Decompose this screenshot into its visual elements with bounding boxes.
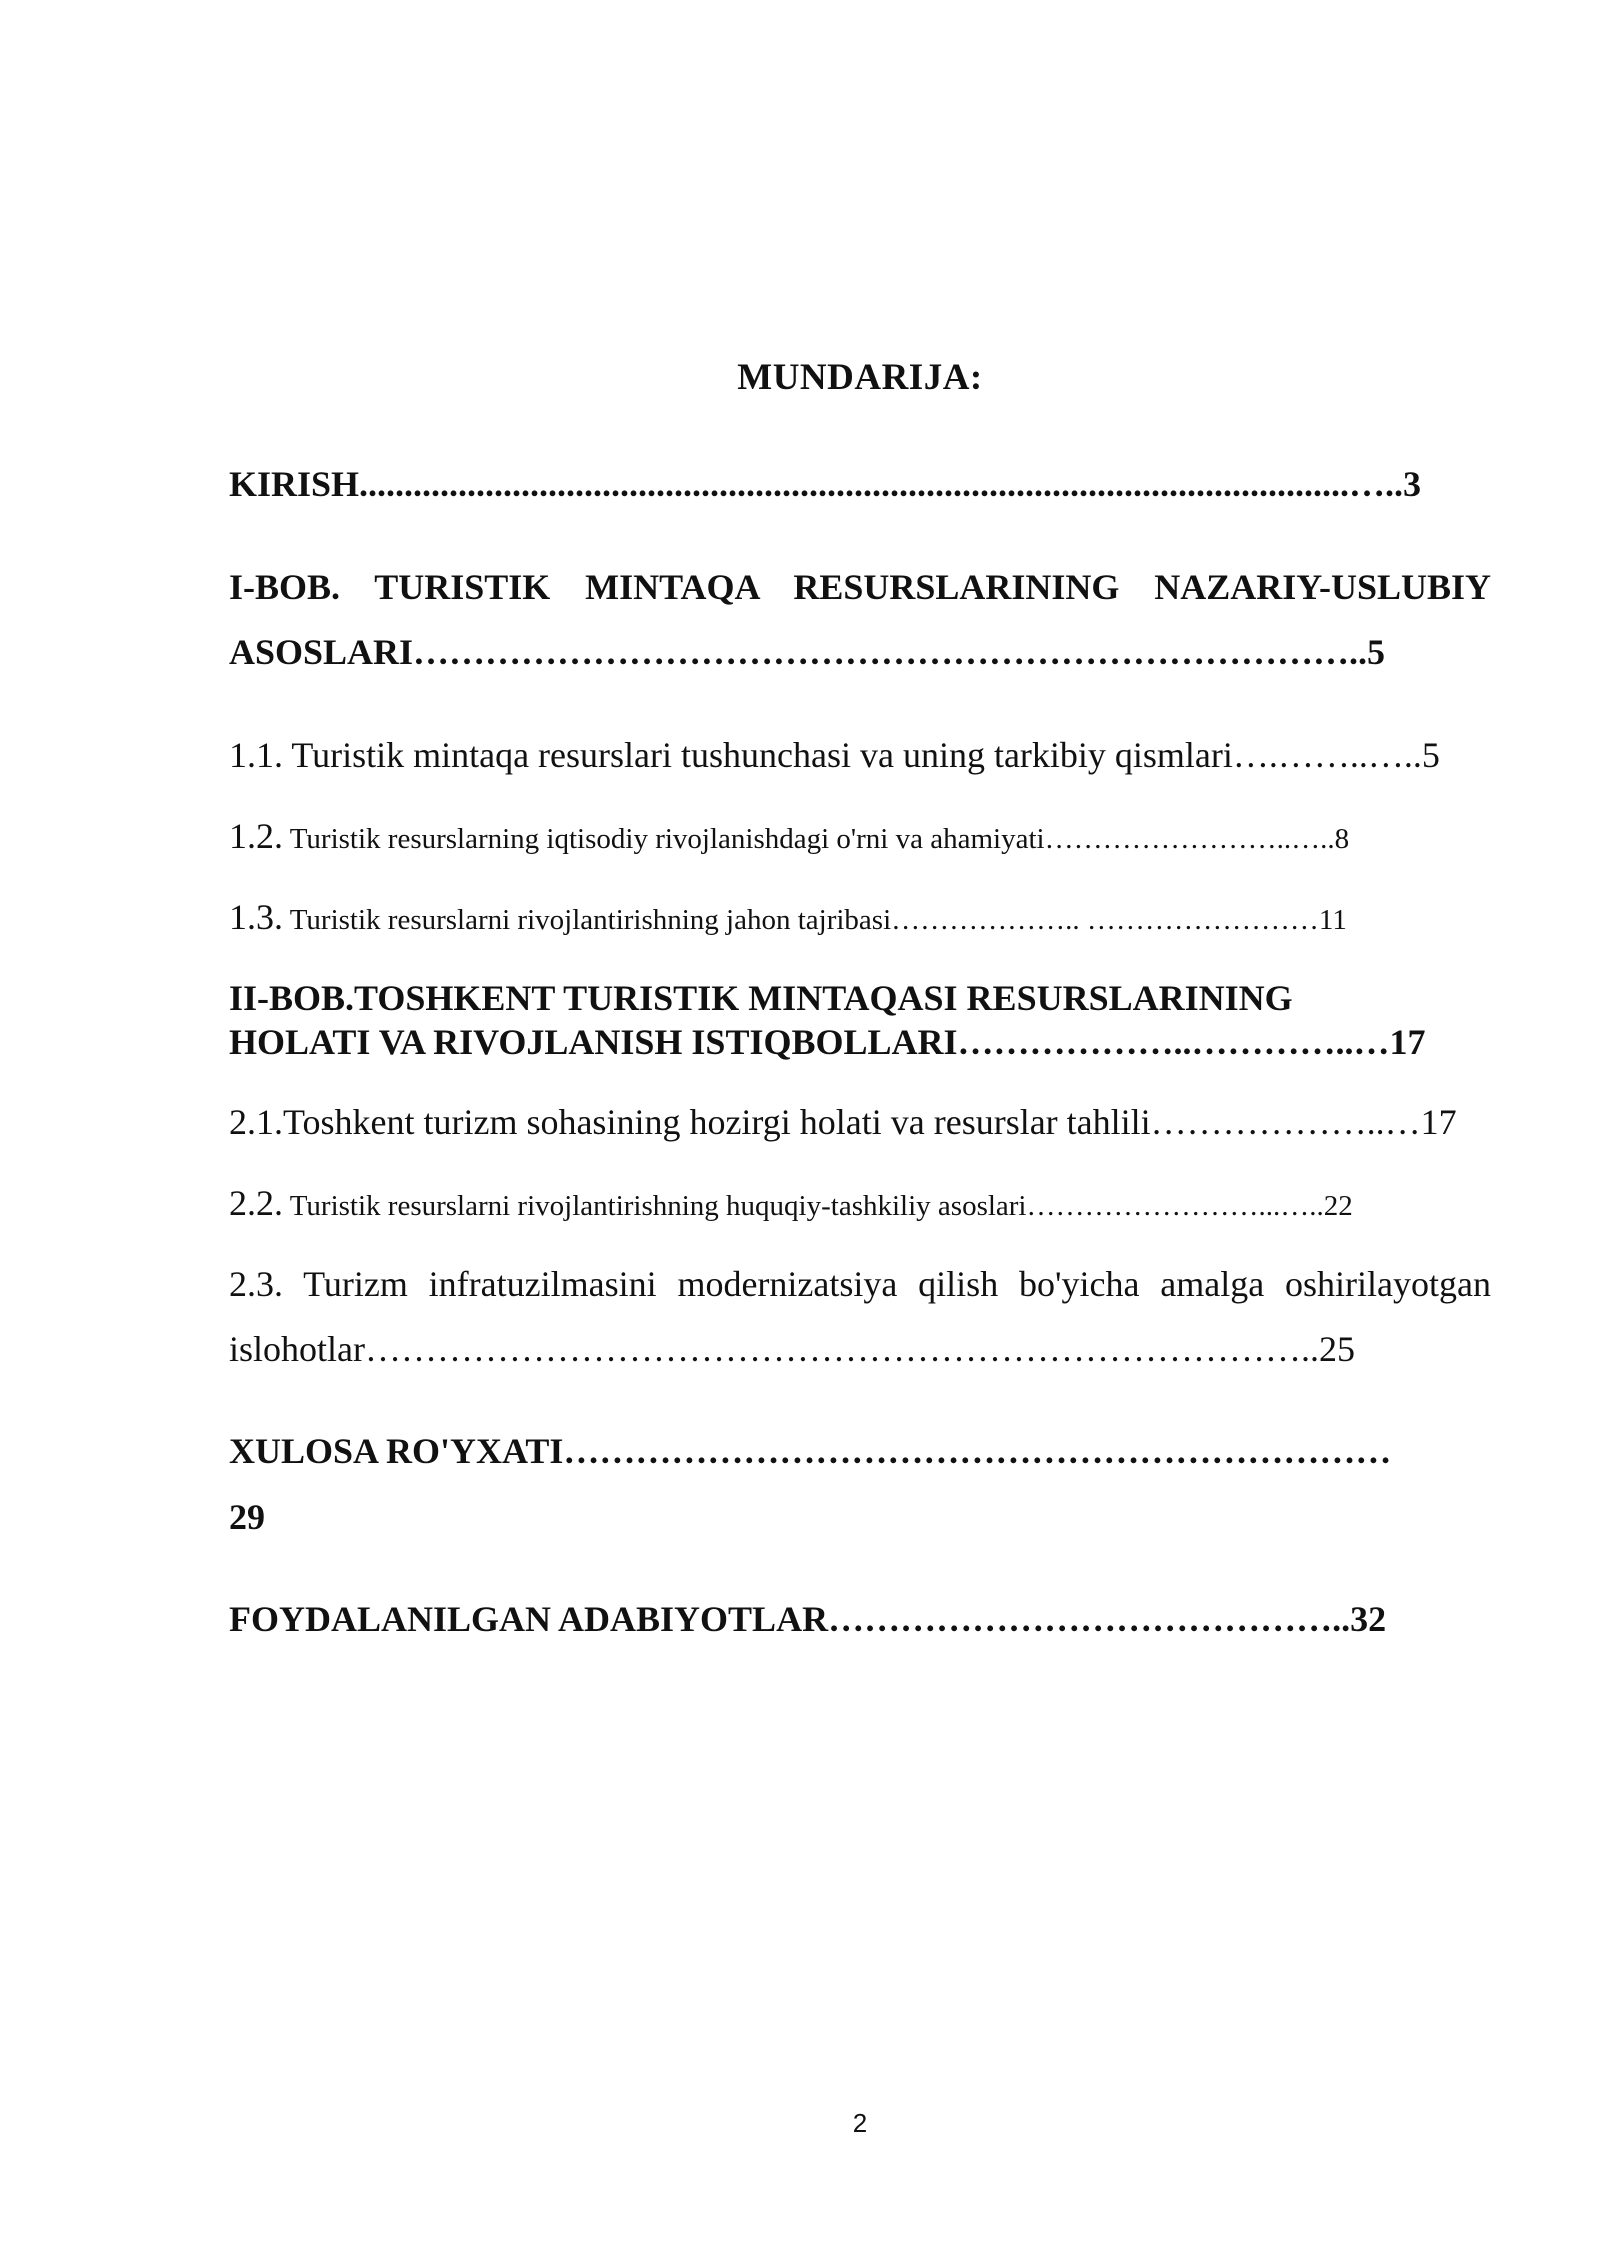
page-number: 2	[852, 2108, 868, 2138]
toc-entry-section-1-3	[229, 896, 1491, 938]
toc-entry-chapter2-line1: II-BOB.TOSHKENT TURISTIK MINTAQASI RESURSLARINING	[229, 978, 1293, 1018]
section-title: Turistik resurslarning iqtisodiy rivojlanishdagi o'rni va ahamiyati……………………..…..8	[283, 823, 1350, 855]
toc-entry-chapter1-line2: ASOSLARI……………………………………………………………………..5	[229, 632, 1386, 672]
toc-entry-section-2-3-line1: 2.3. Turizm infratuzilmasini modernizatsiya qilish bo'yicha amalga oshirilayotgan	[229, 1264, 1491, 1304]
toc-entry-kirish: KIRISH..............................................................................................................…..3	[229, 464, 1422, 504]
toc-entry-section-2-3-line2: islohotlar……………………………………………………………………..25	[229, 1329, 1355, 1369]
toc-entry-chapter2-line2: HOLATI VA RIVOJLANISH ISTIQBOLLARI………………..…………..…17	[229, 1022, 1426, 1062]
section-title: Turistik resurslarni rivojlantirishning jahon tajribasi……………….. ……………………11	[283, 904, 1347, 936]
toc-entry-section-2-1: 2.1.Toshkent turizm sohasining hozirgi holati va resurslar tahlili………………..…17	[229, 1102, 1457, 1142]
toc-entry-section-2-2	[229, 1182, 1491, 1224]
toc-entry-chapter1-line1: I-BOB. TURISTIK MINTAQA RESURSLARINING NAZARIY-USLUBIY	[229, 567, 1491, 607]
toc-entry-section-1-1: 1.1. Turistik mintaqa resurslari tushunchasi va uning tarkibiy qismlari….……..…..5	[229, 735, 1440, 775]
toc-entry-section-1-2	[229, 815, 1491, 857]
toc-entry-adabiyotlar: FOYDALANILGAN ADABIYOTLAR……………………………………..32	[229, 1599, 1387, 1639]
toc-entry-xulosa-line1: XULOSA RO'YXATI……………………………………………………………	[229, 1431, 1392, 1471]
section-title: Turistik resurslarni rivojlantirishning huquqiy-tashkiliy asoslari……………………...…..22	[283, 1190, 1353, 1222]
section-number: 1.3.	[229, 897, 283, 937]
toc-entry-xulosa-line2: 29	[229, 1497, 265, 1537]
section-number: 1.2.	[229, 816, 283, 856]
section-number: 2.2.	[229, 1183, 283, 1223]
toc-title: MUNDARIJA:	[737, 357, 983, 398]
